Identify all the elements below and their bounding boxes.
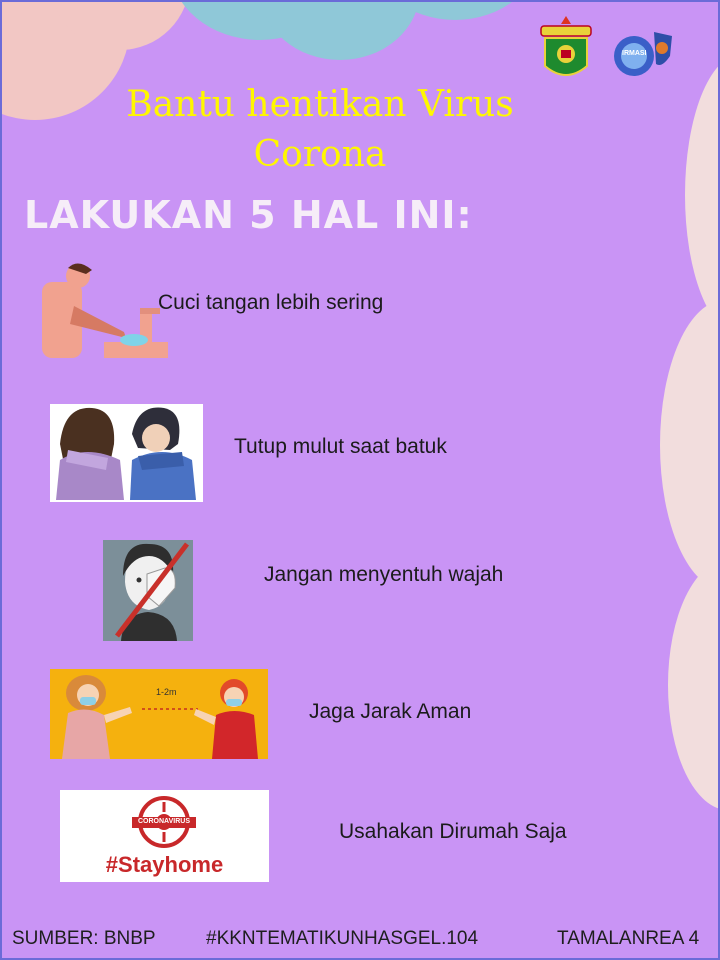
social-distance-icon <box>50 669 268 759</box>
irmasi-logo-text: IRMASI <box>622 50 647 57</box>
irmasi-logo <box>612 28 682 82</box>
stayhome-icon <box>60 790 269 882</box>
footer-location: TAMALANREA 4 <box>557 928 700 949</box>
section-heading: LAKUKAN 5 HAL INI: <box>24 193 473 237</box>
cough-cover-icon <box>50 404 203 502</box>
page-title-line-2: Corona <box>253 134 387 175</box>
cloud-pink-right <box>685 55 720 335</box>
cloud-pink-right-2 <box>660 300 720 590</box>
handwashing-icon <box>40 262 168 358</box>
item-label-handwashing: Cuci tangan lebih sering <box>158 291 384 314</box>
no-touch-face-icon <box>103 540 193 641</box>
item-label-social-distance: Jaga Jarak Aman <box>309 700 472 723</box>
stayhome-hashtag: #Stayhome <box>105 852 224 877</box>
distance-label: 1-2m <box>156 687 177 697</box>
item-label-cough-cover: Tutup mulut saat batuk <box>234 435 447 458</box>
page-title-line-1: Bantu hentikan Virus <box>126 84 514 125</box>
university-logo <box>535 14 597 86</box>
cloud-pink-right-3 <box>668 560 720 810</box>
footer-source: SUMBER: BNBP <box>12 928 156 949</box>
item-label-stayhome: Usahakan Dirumah Saja <box>339 820 567 843</box>
cloud-blue-top-2 <box>260 0 420 60</box>
item-label-no-touch-face: Jangan menyentuh wajah <box>264 563 504 586</box>
page-title <box>0 80 640 180</box>
footer-hashtag: #KKNTEMATIKUNHASGEL.104 <box>206 928 479 949</box>
coronavirus-badge-text: CORONAVIRUS <box>138 818 190 825</box>
